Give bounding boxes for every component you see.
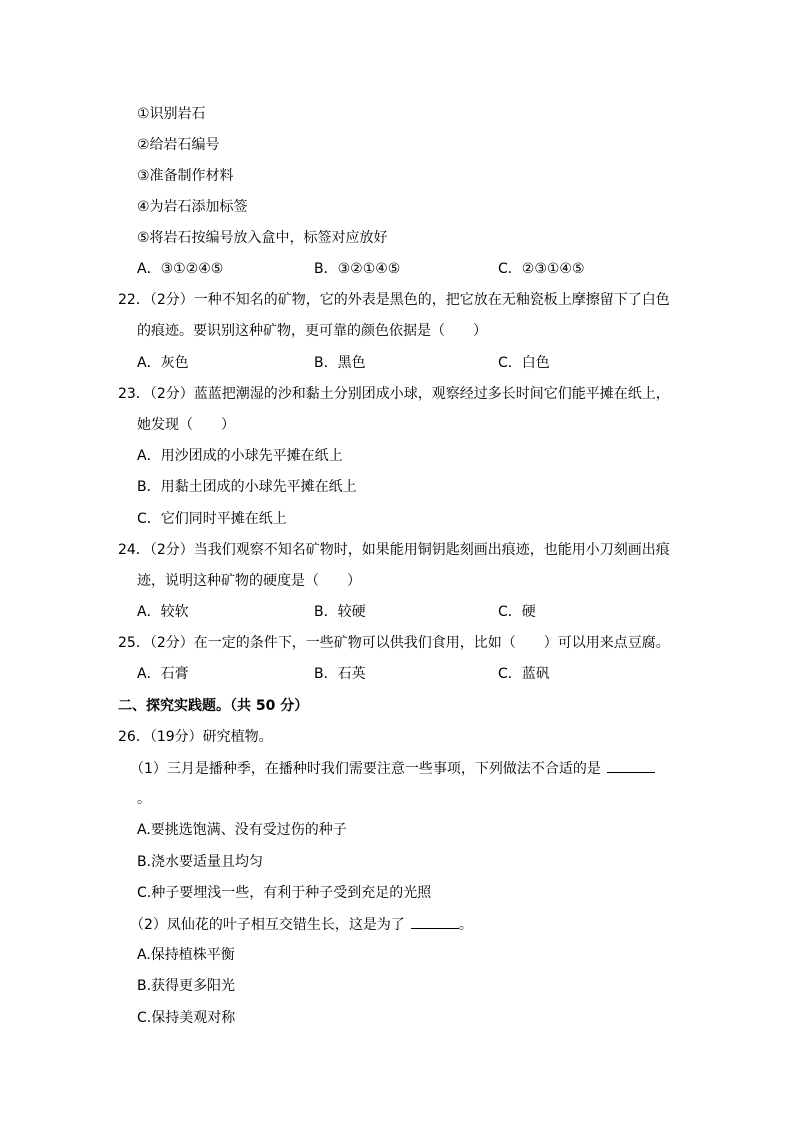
q25-text-line1: 25．（2分）在一定的条件下，一些矿物可以供我们食用，比如（ ）可以用来点豆腐。 <box>118 635 670 651</box>
q26-sub2-option-b: B.获得更多阳光 <box>137 978 236 994</box>
q25-options <box>0 664 794 695</box>
q21-option-b: B．③②①④⑤ <box>314 261 401 277</box>
section-2-heading: 二、探究实践题。（共 50 分） <box>118 698 309 714</box>
q21-step-2: ②给岩石编号 <box>137 137 220 153</box>
q26-sub2-text <box>130 914 794 945</box>
q24-option-b: B．较硬 <box>314 604 366 620</box>
q26-sub2-answer-blank[interactable] <box>411 914 459 929</box>
q26-sub1-answer-blank[interactable] <box>607 758 655 773</box>
q24-option-a: A．较软 <box>137 604 189 620</box>
q21-step-3: ③准备制作材料 <box>137 168 234 184</box>
q26-sub2-option-a: A.保持植株平衡 <box>137 947 235 963</box>
q26-title: 26．（19分）研究植物。 <box>118 729 273 745</box>
q21-option-c: C．②③①④⑤ <box>498 261 585 277</box>
q23-text-line1: 23．（2分）蓝蓝把潮湿的沙和黏土分别团成小球，观察经过多长时间它们能平摊在纸上， <box>118 386 670 402</box>
q23-option-a: A．用沙团成的小球先平摊在纸上 <box>137 448 343 464</box>
q22-option-c: C．白色 <box>498 355 550 371</box>
q24-option-c: C．硬 <box>498 604 536 620</box>
q23-option-c: C．它们同时平摊在纸上 <box>137 511 287 527</box>
q21-step-1: ①识别岩石 <box>137 106 206 122</box>
q23-option-b: B．用黏土团成的小球先平摊在纸上 <box>137 479 357 495</box>
q21-option-a: A．③①②④⑤ <box>137 261 224 277</box>
q26-sub1-question: （1）三月是播种季，在播种时我们需要注意一些事项，下列做法不合适的是 <box>130 761 601 777</box>
q25-option-c: C．蓝矾 <box>498 666 550 682</box>
q24-text-line2: 迹，说明这种矿物的硬度是（ ） <box>137 573 361 589</box>
q26-sub2-tail: 。 <box>458 917 473 933</box>
q26-sub2-option-c: C.保持美观对称 <box>137 1010 236 1026</box>
q26-sub1-option-a: A.要挑选饱满、没有受过伤的种子 <box>137 822 347 838</box>
q24-text-line1: 24．（2分）当我们观察不知名矿物时，如果能用铜钥匙刻画出痕迹，也能用小刀刻画出痕 <box>118 542 670 558</box>
q25-option-b: B．石英 <box>314 666 366 682</box>
q21-options <box>0 259 794 290</box>
q22-option-b: B．黑色 <box>314 355 366 371</box>
q21-step-4: ④为岩石添加标签 <box>137 199 248 215</box>
q22-text-line1: 22．（2分）一种不知名的矿物，它的外表是黑色的，把它放在无釉瓷板上摩擦留下了白色 <box>118 292 670 308</box>
q21-step-5: ⑤将岩石按编号放入盒中，标签对应放好 <box>137 230 388 246</box>
q22-option-a: A．灰色 <box>137 355 189 371</box>
q26-sub2-question: （2）凤仙花的叶子相互交错生长，这是为了 <box>130 917 405 933</box>
q26-sub1-tail: 。 <box>137 791 151 807</box>
q26-sub1-option-b: B.浇水要适量且均匀 <box>137 854 264 870</box>
q26-sub1-text <box>130 758 794 789</box>
q22-text-line2: 的痕迹。要识别这种矿物，更可靠的颜色依据是（ ） <box>137 323 487 339</box>
q25-option-a: A．石膏 <box>137 666 189 682</box>
q26-sub1-option-c: C.种子要埋浅一些，有利于种子受到充足的光照 <box>137 885 432 901</box>
q24-options <box>0 602 794 633</box>
q23-text-line2: 她发现（ ） <box>137 417 235 433</box>
q22-options <box>0 353 794 384</box>
